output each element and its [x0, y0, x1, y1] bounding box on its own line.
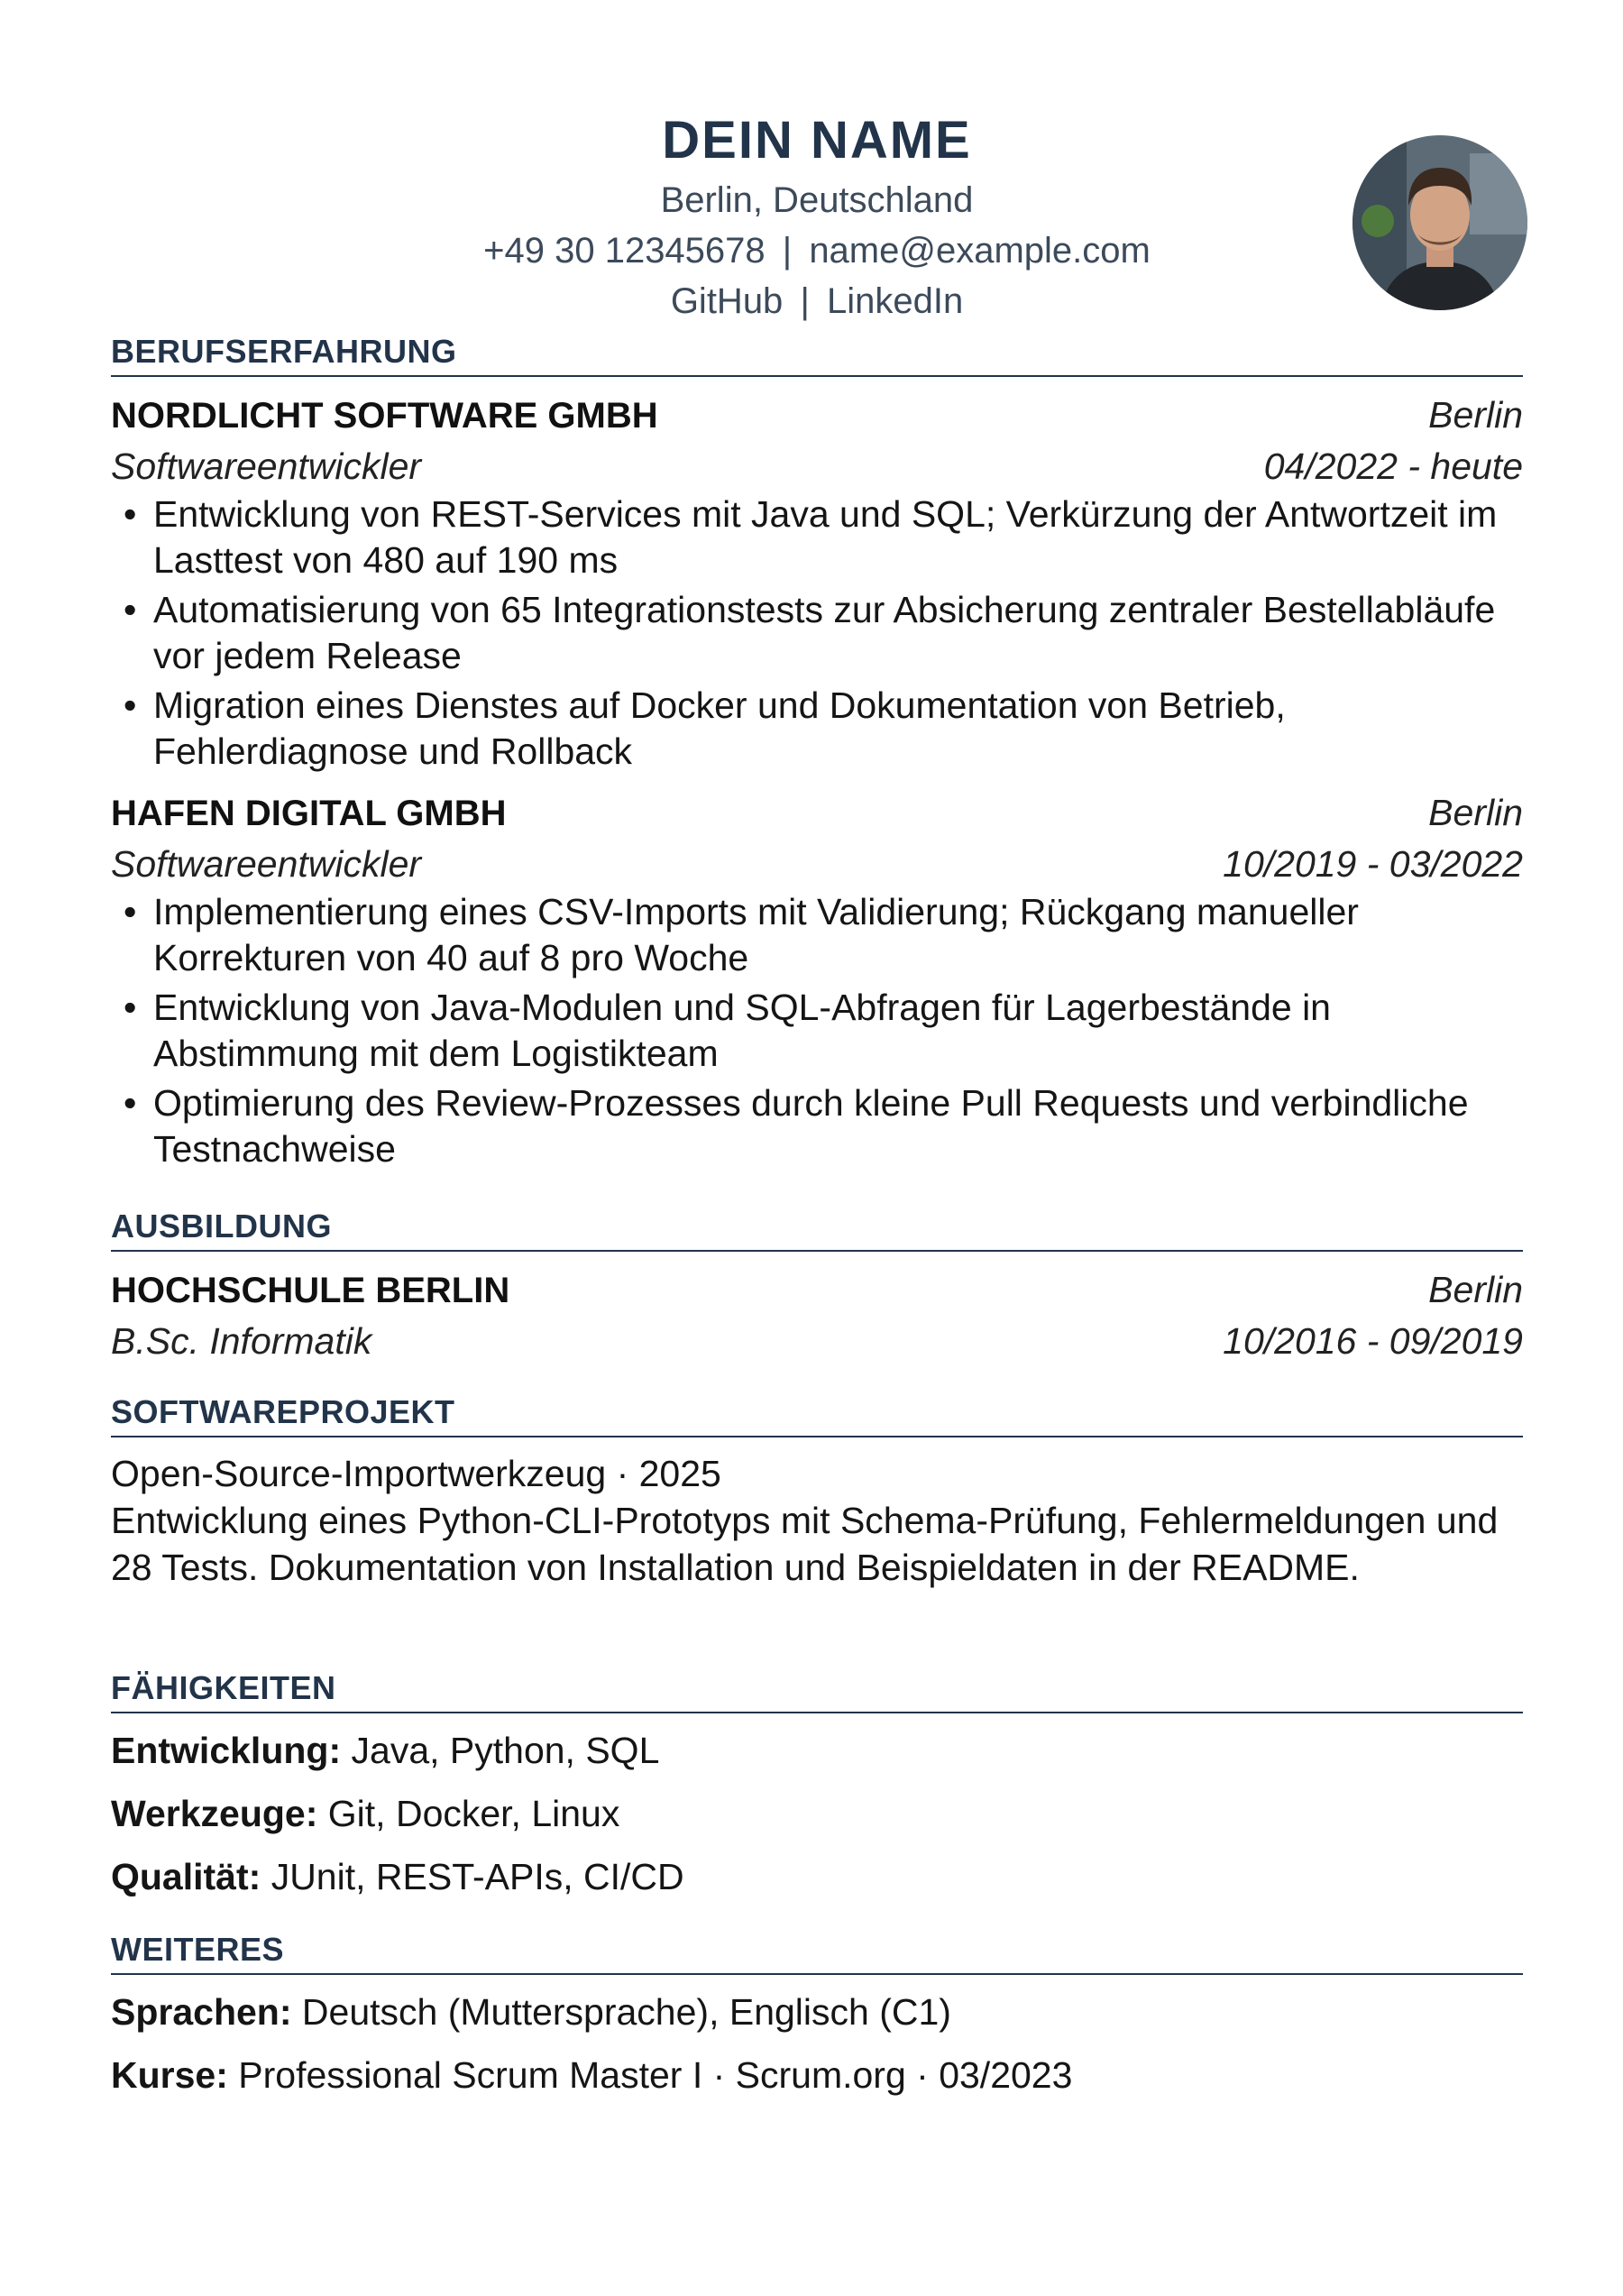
project-text: Entwicklung eines Python-CLI-Prototyps mit Schema-Prüfung, Fehlermeldungen und 28 Tests. Dokumentation von Installation und Beispieldaten in der README. — [111, 1500, 1499, 1588]
other-label: Kurse: — [111, 2054, 228, 2096]
company-location: Berlin — [1428, 792, 1523, 833]
github-link[interactable]: GitHub — [670, 281, 784, 321]
skill-label: Qualität: — [111, 1856, 261, 1897]
section-title-education: AUSBILDUNG — [111, 1207, 1523, 1252]
education-dates: 10/2016 - 09/2019 — [1223, 1320, 1523, 1362]
links-line — [111, 276, 1523, 326]
job-dates: 10/2019 - 03/2022 — [1223, 843, 1523, 885]
bullet-item: • Automatisierung von 65 Integrationstests zur Absicherung zentraler Bestellabläufe vor jedem Release — [111, 587, 1523, 679]
experience-entry — [111, 390, 1523, 775]
school-location: Berlin — [1428, 1269, 1523, 1310]
job-dates: 04/2022 - heute — [1263, 445, 1523, 487]
section-title-experience: BERUFSERFAHRUNG — [111, 332, 1523, 377]
bullet-item: • Entwicklung von REST-Services mit Java und SQL; Verkürzung der Antwortzeit im Lasttest von 480 auf 190 ms — [111, 491, 1523, 583]
project-description — [111, 1450, 1523, 1591]
linkedin-link[interactable]: LinkedIn — [826, 281, 964, 321]
skill-value: Java, Python, SQL — [351, 1730, 660, 1771]
avatar-photo — [1352, 135, 1527, 310]
candidate-name: DEIN NAME — [662, 111, 972, 170]
separator: | — [782, 231, 793, 271]
resume-header — [111, 106, 1523, 326]
bullet-item: • Migration eines Dienstes auf Docker und Dokumentation von Betrieb, Fehlerdiagnose und Rollback — [111, 683, 1523, 775]
skill-row — [111, 1719, 1523, 1782]
section-title-skills: FÄHIGKEITEN — [111, 1668, 1523, 1713]
contact-line — [111, 225, 1523, 276]
bullet-item: • Optimierung des Review-Prozesses durch kleine Pull Requests und verbindliche Testnachweise — [111, 1080, 1523, 1172]
section-title-other: WEITERES — [111, 1930, 1523, 1975]
skill-value: JUnit, REST-APIs, CI/CD — [270, 1856, 684, 1897]
avatar — [1352, 135, 1527, 310]
skill-value: Git, Docker, Linux — [327, 1793, 620, 1834]
company-location: Berlin — [1428, 394, 1523, 436]
section-education — [111, 1207, 1523, 1366]
job-title: Softwareentwickler — [111, 445, 422, 487]
job-title: Softwareentwickler — [111, 843, 422, 885]
skill-label: Werkzeuge: — [111, 1793, 318, 1834]
section-other — [111, 1930, 1523, 2107]
other-value: Professional Scrum Master I · Scrum.org · 03/2023 — [238, 2054, 1073, 2096]
skill-label: Entwicklung: — [111, 1730, 342, 1771]
company-name: NORDLICHT SOFTWARE GMBH — [111, 396, 658, 436]
company-name: HAFEN DIGITAL GMBH — [111, 794, 507, 833]
degree: B.Sc. Informatik — [111, 1320, 372, 1362]
skill-row — [111, 1782, 1523, 1845]
other-row — [111, 2043, 1523, 2107]
email-link[interactable]: name@example.com — [809, 231, 1151, 271]
other-label: Sprachen: — [111, 1991, 292, 2033]
bullet-list — [111, 889, 1523, 1172]
project-heading: Open-Source-Importwerkzeug · 2025 — [111, 1453, 721, 1494]
bullet-list — [111, 491, 1523, 775]
skill-row — [111, 1845, 1523, 1908]
bullet-item: • Entwicklung von Java-Modulen und SQL-Abfragen für Lagerbestände in Abstimmung mit dem Logistikteam — [111, 985, 1523, 1077]
location: Berlin, Deutschland — [660, 180, 974, 220]
section-experience — [111, 332, 1523, 1176]
education-entry — [111, 1264, 1523, 1366]
bullet-item: • Implementierung eines CSV-Imports mit Validierung; Rückgang manueller Korrekturen von 40 auf 8 pro Woche — [111, 889, 1523, 981]
school-name: HOCHSCHULE BERLIN — [111, 1271, 510, 1310]
separator: | — [800, 281, 810, 321]
experience-entry — [111, 787, 1523, 1172]
section-project — [111, 1392, 1523, 1591]
section-skills — [111, 1668, 1523, 1908]
phone: +49 30 12345678 — [483, 231, 766, 271]
other-value: Deutsch (Muttersprache), Englisch (C1) — [301, 1991, 951, 2033]
other-row — [111, 1980, 1523, 2043]
section-title-project: SOFTWAREPROJEKT — [111, 1392, 1523, 1437]
